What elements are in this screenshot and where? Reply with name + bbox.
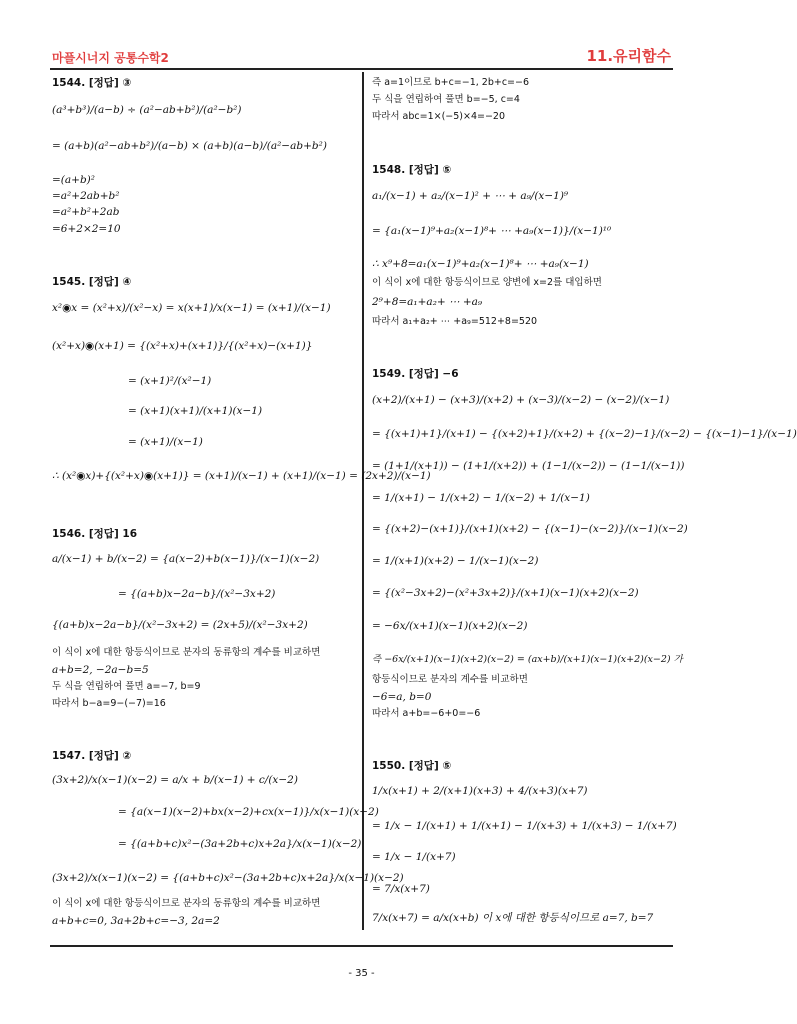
page-number: - 35 - — [348, 968, 375, 979]
solution-text: 이 식이 x에 대한 항등식이므로 분자의 동류항의 계수를 비교하면 — [52, 898, 321, 909]
header-book-title: 마플시너지 공통수학2 — [52, 51, 169, 65]
problem-1545-heading: 1545. [정답] ④ — [52, 276, 132, 288]
solution-line: = 7/x(x+7) — [372, 883, 430, 895]
solution-line: = 1/(x+1) − 1/(x+2) − 1/(x−2) + 1/(x−1) — [372, 492, 590, 504]
solution-line: =a²+b²+2ab — [52, 206, 120, 218]
solution-line: a/(x−1) + b/(x−2) = {a(x−2)+b(x−1)}/(x−1)(x−2) — [52, 553, 320, 565]
solution-line: = (x+1)²/(x²−1) — [128, 375, 212, 387]
solution-line: = {(x²−3x+2)−(x²+3x+2)}/(x+1)(x−1)(x+2)(x−2) — [372, 587, 639, 599]
solution-line: = {a(x−1)(x−2)+bx(x−2)+cx(x−1)}/x(x−1)(x−2) — [118, 806, 379, 818]
solution-line: = (x+1)/(x−1) — [128, 436, 203, 448]
solution-line: =(a+b)² — [52, 174, 95, 186]
solution-line: (3x+2)/x(x−1)(x−2) = {(a+b+c)x²−(3a+2b+c)x+2a}/x(x−1)(x−2) — [52, 872, 404, 884]
solution-line: = {(x+1)+1}/(x+1) − {(x+2)+1}/(x+2) + {(x−2)−1}/(x−2) − {(x−1)−1}/(x−1) — [372, 428, 797, 440]
solution-line: = (1+1/(x+1)) − (1+1/(x+2)) + (1−1/(x−2)) − (1−1/(x−1)) — [372, 460, 685, 472]
solution-line: = (a+b)(a²−ab+b²)/(a−b) × (a+b)(a−b)/(a²−ab+b²) — [52, 140, 327, 152]
solution-line: = {(a+b+c)x²−(3a+2b+c)x+2a}/x(x−1)(x−2) — [118, 838, 362, 850]
solution-line: x²◉x = (x²+x)/(x²−x) = x(x+1)/x(x−1) = (x+1)/(x−1) — [52, 302, 331, 314]
solution-line: = 1/x − 1/(x+7) — [372, 851, 456, 863]
solution-line: ∴ (x²◉x)+{(x²+x)◉(x+1)} = (x+1)/(x−1) + (x+1)/(x−1) = (2x+2)/(x−1) — [52, 470, 431, 482]
solution-line: = {(x+2)−(x+1)}/(x+1)(x+2) − {(x−1)−(x−2)}/(x−1)(x−2) — [372, 523, 688, 535]
problem-1547-heading: 1547. [정답] ② — [52, 750, 132, 762]
solution-line: = (x+1)(x+1)/(x+1)(x−1) — [128, 405, 263, 417]
footer-divider — [50, 945, 673, 947]
solution-line: = 1/(x+1)(x+2) − 1/(x−1)(x−2) — [372, 555, 539, 567]
header-divider — [50, 68, 673, 70]
column-divider — [362, 72, 364, 930]
solution-text: 두 식을 연립하여 풀면 b=−5, c=4 — [372, 94, 520, 105]
problem-1549-heading: 1549. [정답] −6 — [372, 368, 459, 380]
solution-line: =6+2×2=10 — [52, 223, 121, 235]
solution-text: 따라서 abc=1×(−5)×4=−20 — [372, 111, 506, 122]
problem-1544-heading: 1544. [정답] ③ — [52, 77, 132, 89]
solution-line: 1/x(x+1) + 2/(x+1)(x+3) + 4/(x+3)(x+7) — [372, 785, 588, 797]
solution-line: 즉 −6x/(x+1)(x−1)(x+2)(x−2) = (ax+b)/(x+1)(x−1)(x+2)(x−2) 가 — [372, 654, 683, 665]
solution-line: a+b+c=0, 3a+2b+c=−3, 2a=2 — [52, 915, 220, 927]
solution-line: = −6x/(x+1)(x−1)(x+2)(x−2) — [372, 620, 528, 632]
solution-line: (x+2)/(x+1) − (x+3)/(x+2) + (x−3)/(x−2) − (x−2)/(x−1) — [372, 394, 670, 406]
solution-line: =a²+2ab+b² — [52, 190, 120, 202]
solution-line: = {(a+b)x−2a−b}/(x²−3x+2) — [118, 588, 276, 600]
solution-line: (3x+2)/x(x−1)(x−2) = a/x + b/(x−1) + c/(x−2) — [52, 774, 298, 786]
solution-text: 즉 a=1이므로 b+c=−1, 2b+c=−6 — [372, 77, 530, 88]
solution-line: ∴ x⁹+8=a₁(x−1)⁹+a₂(x−1)⁸+ ⋯ +a₉(x−1) — [372, 258, 589, 270]
solution-line: −6=a, b=0 — [372, 691, 432, 703]
solution-text: 따라서 a₁+a₂+ ⋯ +a₉=512+8=520 — [372, 316, 538, 327]
solution-text: 따라서 a+b=−6+0=−6 — [372, 708, 481, 719]
solution-line: (x²+x)◉(x+1) = {(x²+x)+(x+1)}/{(x²+x)−(x+1)} — [52, 340, 313, 352]
solution-text: 이 식이 x에 대한 항등식이므로 분자의 동류항의 계수를 비교하면 — [52, 647, 321, 658]
solution-text: 따라서 b−a=9−(−7)=16 — [52, 698, 166, 709]
solution-line: a₁/(x−1) + a₂/(x−1)² + ⋯ + a₉/(x−1)⁹ — [372, 190, 569, 202]
problem-1548-heading: 1548. [정답] ⑤ — [372, 164, 452, 176]
solution-line: = 1/x − 1/(x+1) + 1/(x+1) − 1/(x+3) + 1/(x+3) − 1/(x+7) — [372, 820, 677, 832]
problem-1546-heading: 1546. [정답] 16 — [52, 528, 138, 540]
solution-line: = {a₁(x−1)⁹+a₂(x−1)⁸+ ⋯ +a₉(x−1)}/(x−1)¹⁰ — [372, 225, 612, 237]
solution-text: 항등식이므로 분자의 계수를 비교하면 — [372, 674, 528, 685]
solution-line: a+b=2, −2a−b=5 — [52, 664, 149, 676]
solution-line: {(a+b)x−2a−b}/(x²−3x+2) = (2x+5)/(x²−3x+2) — [52, 619, 308, 631]
header-chapter-title: 11.유리함수 — [586, 47, 671, 65]
solution-line: 2⁹+8=a₁+a₂+ ⋯ +a₉ — [372, 296, 483, 308]
problem-1550-heading: 1550. [정답] ⑤ — [372, 760, 452, 772]
solution-line: (a³+b³)/(a−b) ÷ (a²−ab+b²)/(a²−b²) — [52, 104, 242, 116]
solution-text: 이 식이 x에 대한 항등식이므로 양변에 x=2를 대입하면 — [372, 277, 602, 288]
solution-line: 7/x(x+7) = a/x(x+b) 이 x에 대한 항등식이므로 a=7, b=7 — [372, 912, 654, 924]
solution-text: 두 식을 연립하여 풀면 a=−7, b=9 — [52, 681, 201, 692]
